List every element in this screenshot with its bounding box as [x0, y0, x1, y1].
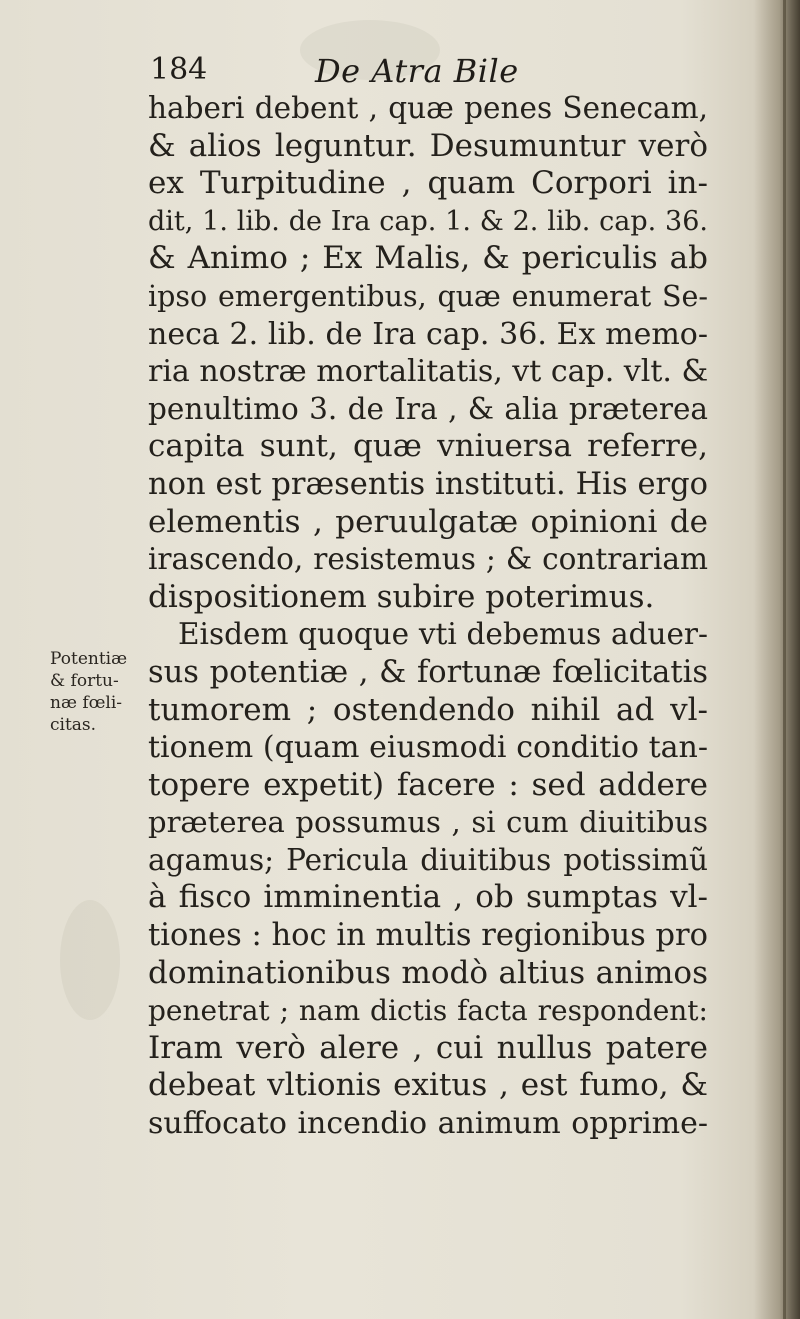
text-line: dit, 1. lib. de Ira cap. 1. & 2. lib. cap. 36. [148, 205, 708, 237]
text-line: tumorem ; ostendendo nihil ad vl- [148, 691, 708, 728]
text-line: ipso emergentibus, quæ enumerat Se- [148, 279, 708, 313]
text-line: sus potentiæ , & fortunæ fœlicitatis [148, 654, 708, 690]
text-line: ex Turpitudine , quam Corpori in- [148, 165, 708, 202]
text-line: irascendo, resistemus ; & contrariam [148, 542, 708, 577]
margin-note-line: & fortu- [50, 671, 119, 691]
paper-stain [60, 900, 120, 1020]
text-line: topere expetit) facere : sed addere [148, 766, 708, 803]
text-line: penultimo 3. de Ira , & alia præterea [148, 391, 708, 426]
running-title: De Atra Bile [315, 52, 519, 90]
text-line: dominationibus modò altius animos [148, 954, 708, 991]
book-gutter-shadow [754, 0, 800, 1319]
text-line: haberi debent , quæ penes Senecam, [148, 91, 708, 125]
text-line: dispositionem subire poterimus. [148, 578, 655, 615]
text-line: penetrat ; nam dictis facta respondent: [148, 994, 708, 1028]
margin-note [50, 648, 138, 736]
page-number: 184 [150, 52, 208, 87]
page-header [150, 52, 750, 92]
text-line: tionem (quam eiusmodi conditio tan- [148, 730, 708, 766]
margin-note-line: næ fœli- [50, 693, 123, 713]
text-line: Eisdem quoque vti debemus aduer- [178, 617, 708, 652]
text-line: ria nostræ mortalitatis, vt cap. vlt. & [148, 354, 709, 390]
text-line: Iram verò alere , cui nullus patere [148, 1029, 708, 1066]
text-line: elementis , peruulgatæ opinioni de [148, 503, 708, 540]
text-line: non est præsentis instituti. His ergo [148, 466, 708, 502]
text-line: & alios leguntur. Desumuntur verò [148, 127, 708, 164]
text-line: & Animo ; Ex Malis, & periculis ab [148, 240, 708, 277]
margin-note-line: Potentiæ [50, 649, 128, 669]
text-line: tiones : hoc in multis regionibus pro [148, 918, 708, 954]
text-line: à fisco imminentia , ob sumptas vl- [148, 879, 708, 916]
text-line: suffocato incendio animum opprime- [148, 1106, 708, 1142]
book-gutter-edge [783, 0, 786, 1319]
body-text [148, 90, 708, 1143]
margin-note-line: citas. [50, 715, 97, 735]
text-line: debeat vltionis exitus , est fumo, & [148, 1067, 708, 1104]
text-line: neca 2. lib. de Ira cap. 36. Ex memo- [148, 316, 708, 352]
text-line: capita sunt, quæ vniuersa referre, [148, 428, 708, 465]
text-line: præterea possumus , si cum diuitibus [148, 805, 708, 840]
text-line: agamus; Pericula diuitibus potissimũ [148, 842, 708, 877]
